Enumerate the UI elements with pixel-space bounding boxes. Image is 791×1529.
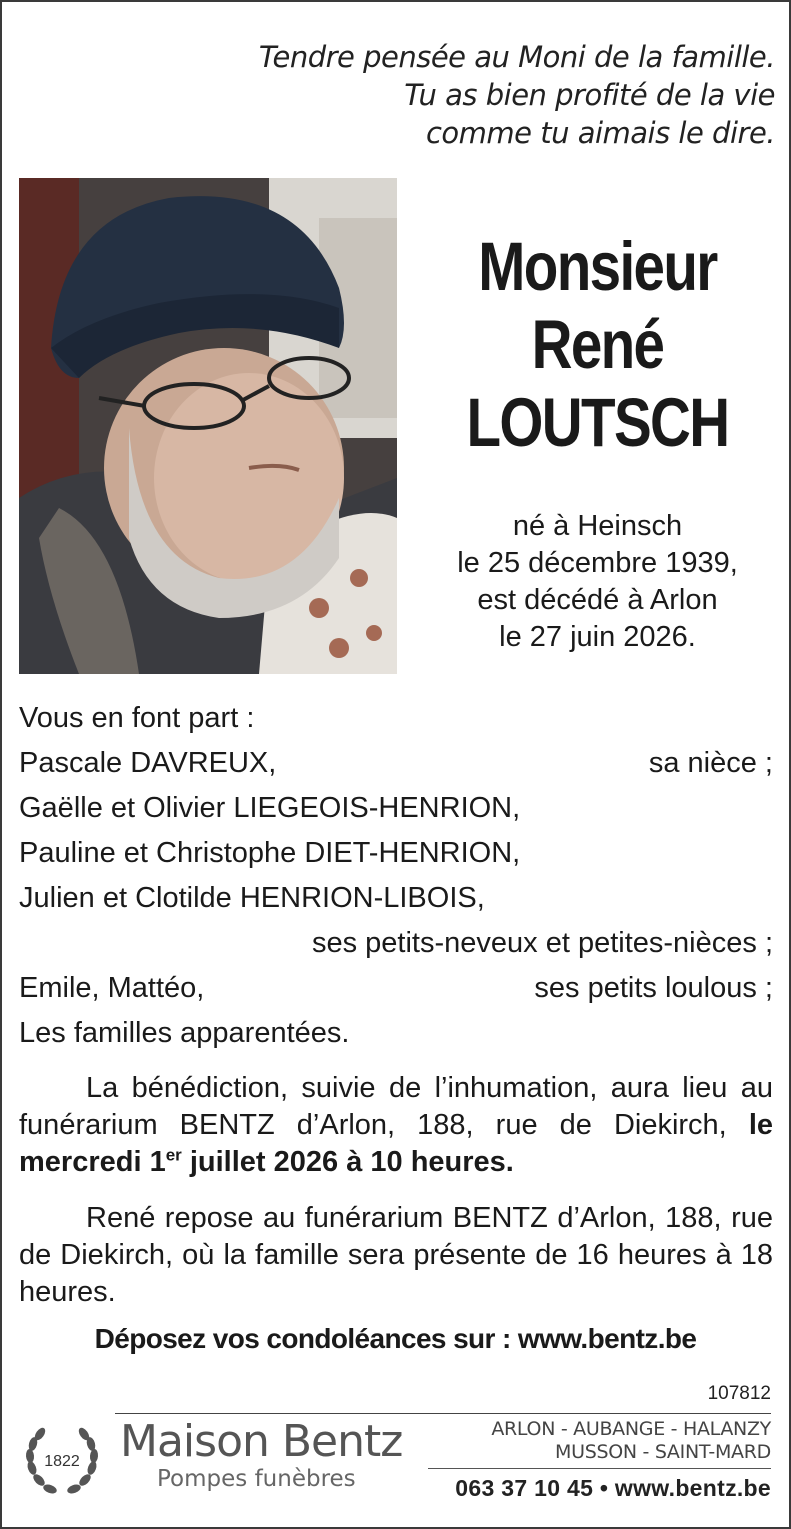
relative-relation: ses petits-neveux et petites-nièces ; <box>311 927 773 959</box>
towns-divider <box>428 1468 771 1469</box>
ceremony-text: La bénédiction, suivie de l’inhumation, aura lieu au funérarium BENTZ d’Arlon, 188, rue de Diekirch, <box>19 1072 773 1141</box>
relative-relation: ses petits loulous ; <box>534 972 773 1004</box>
tribute-quote <box>135 38 775 152</box>
footer-divider <box>115 1413 771 1414</box>
relative-name: Pauline et Christophe DIET-HENRION, <box>19 837 521 869</box>
quote-line: Tendre pensée au Moni de la famille. <box>258 40 775 74</box>
towns-line: ARLON - AUBANGE - HALANZY <box>491 1418 771 1440</box>
birth-line: le 25 décembre 1939, <box>457 547 738 579</box>
relative-name: Gaëlle et Olivier LIEGEOIS-HENRION, <box>19 792 521 824</box>
brand-subtitle: Pompes funèbres <box>157 1466 356 1492</box>
birth-death-info <box>405 508 790 656</box>
relative-line <box>19 921 773 966</box>
visitation-text: René repose au funérarium BENTZ d’Arlon, 188, rue de Diekirch, où la famille sera présente de 16 heures à 18 heures. <box>19 1202 773 1308</box>
towns-line: MUSSON - SAINT-MARD <box>555 1441 771 1463</box>
relative-line <box>19 786 773 831</box>
relative-relation: sa nièce ; <box>648 747 773 779</box>
ceremony-paragraph <box>19 1070 773 1181</box>
laurel-seal-logo <box>22 1420 102 1500</box>
relative-line <box>19 966 773 1011</box>
family-announcement <box>19 696 773 1056</box>
last-name: LOUTSCH <box>466 384 729 461</box>
seal-year: 1822 <box>44 1453 80 1470</box>
town-list <box>491 1418 771 1464</box>
announcement-intro: Vous en font part : <box>19 702 255 734</box>
reference-number: 107812 <box>707 1383 771 1404</box>
visitation-paragraph <box>19 1200 773 1311</box>
death-line: le 27 juin 2026. <box>499 621 696 653</box>
relative-line <box>19 831 773 876</box>
honorific: Monsieur <box>478 228 717 305</box>
relative-line <box>19 876 773 921</box>
ceremony-date: le mercredi 1er juillet 2026 à 10 heures. <box>19 1109 773 1178</box>
first-name: René <box>531 306 664 383</box>
deceased-name <box>405 228 790 462</box>
birth-line: né à Heinsch <box>512 510 683 542</box>
quote-line: comme tu aimais le dire. <box>425 116 775 150</box>
relative-name: Julien et Clotilde HENRION-LIBOIS, <box>19 882 485 914</box>
portrait-photo <box>19 178 397 674</box>
death-line: est décédé à Arlon <box>477 584 718 616</box>
contact-info: 063 37 10 45 • www.bentz.be <box>455 1475 771 1501</box>
condolences-line: Déposez vos condoléances sur : www.bentz.be <box>94 1323 697 1354</box>
brand-name: Maison Bentz <box>120 1416 403 1467</box>
relative-name: Emile, Mattéo, <box>19 972 205 1004</box>
relative-line <box>19 1011 773 1056</box>
relative-name: Pascale DAVREUX, <box>19 747 277 779</box>
quote-line: Tu as bien profité de la vie <box>404 78 775 112</box>
relative-name: Les familles apparentées. <box>19 1017 350 1049</box>
relative-line <box>19 741 773 786</box>
